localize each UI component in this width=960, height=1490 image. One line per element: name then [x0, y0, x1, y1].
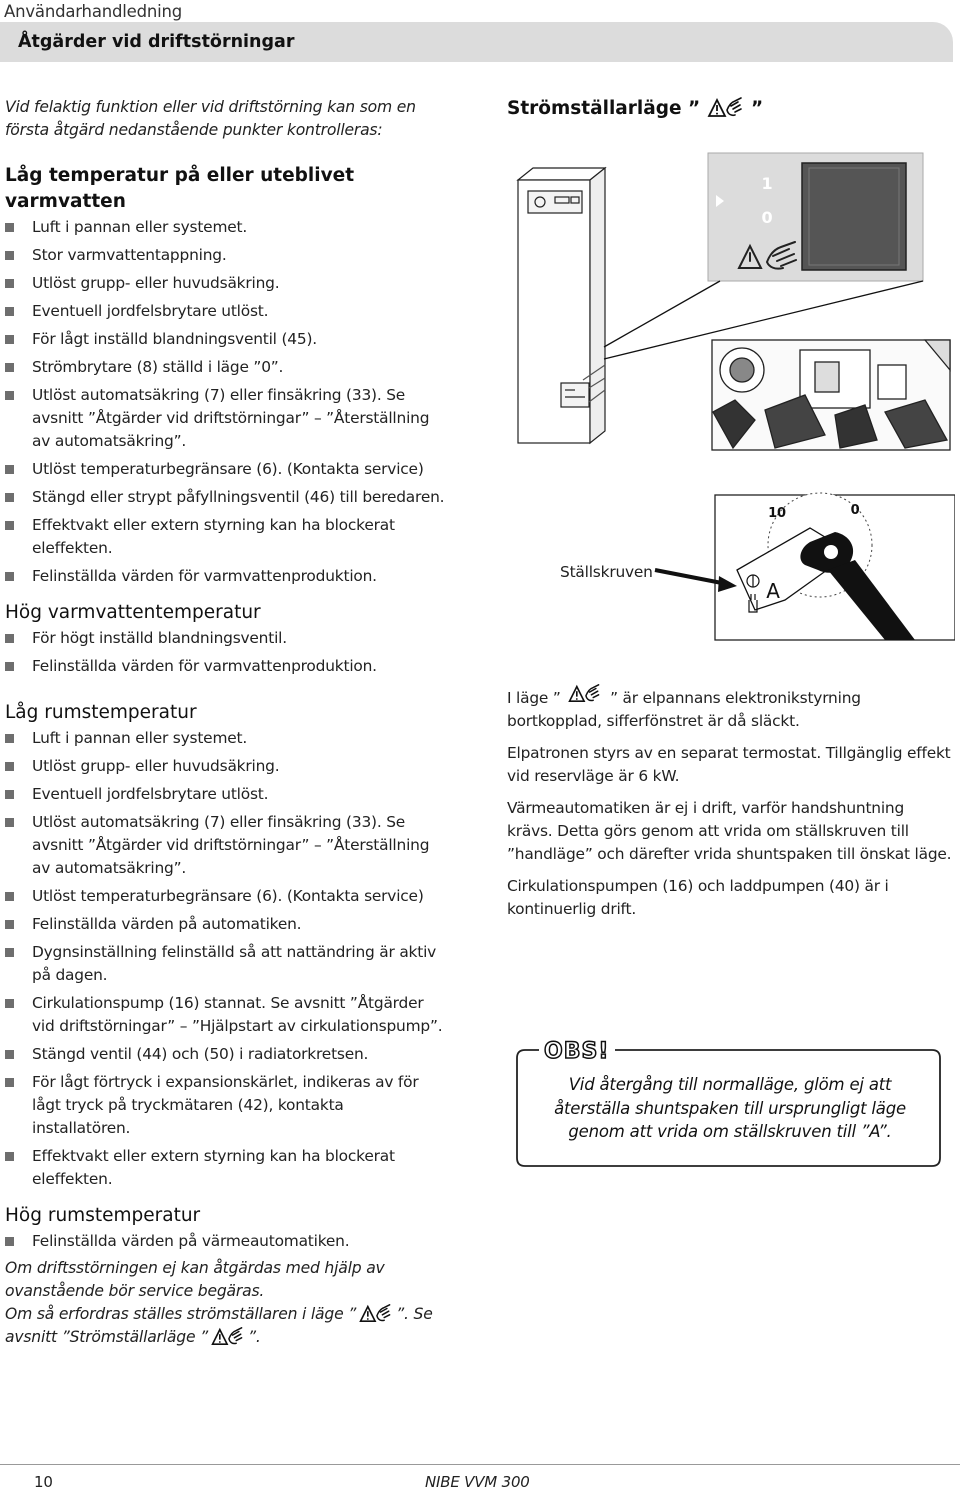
warning-hand-footnote-icon — [356, 1303, 396, 1326]
switch-mode-paragraph-2: Elpatronen styrs av en separat termostat. Tillgänglig effekt vid reservläge är 6 kW. — [507, 744, 951, 785]
power-switch-illustration — [708, 153, 923, 281]
bullet-list — [5, 1230, 445, 1253]
list-item: Utlöst grupp- eller huvudsäkring. — [5, 755, 445, 778]
list-item: Felinställda värden för varmvattenproduktion. — [5, 655, 445, 678]
product-name: NIBE VVM 300 — [425, 1473, 530, 1490]
footnote-line2-suffix: ”. Se avsnitt ”Strömställarläge ” — [5, 1305, 433, 1346]
bullet-list — [5, 727, 445, 1191]
list-item: Cirkulationspump (16) stannat. Se avsnitt ”Åtgärder vid driftstörningar” – ”Hjälpstart av cirkulationspump”. — [5, 992, 445, 1038]
bullet-list — [5, 216, 445, 588]
switch-mode-heading-suffix: ” — [751, 98, 764, 119]
list-item: Utlöst temperaturbegränsare (6). (Kontakta service) — [5, 885, 445, 908]
list-item: För högt inställd blandningsventil. — [5, 627, 445, 650]
warning-hand-footnote-icon-2 — [208, 1326, 248, 1349]
list-item: Strömbrytare (8) ställd i läge ”0”. — [5, 356, 445, 379]
section-heading: Hög varmvattentemperatur — [5, 602, 261, 623]
switch-mode-paragraph-1 — [507, 683, 952, 733]
dial-mark-a: A — [766, 579, 780, 603]
switch-mode-heading — [507, 96, 763, 120]
list-item: Utlöst automatsäkring (7) eller finsäkring (33). Se avsnitt ”Åtgärder vid driftstörningar” – ”Återställning av automatsäkring”. — [5, 811, 445, 880]
list-item: Stängd eller strypt påfyllningsventil (46) till beredaren. — [5, 486, 445, 509]
footnote-line-1: Om driftsstörningen ej kan åtgärdas med hjälp av ovanstående bör service begäras. — [5, 1259, 385, 1300]
list-item: Effektvakt eller extern styrning kan ha blockerat eleffekten. — [5, 514, 445, 560]
cabinet-illustration — [518, 168, 605, 443]
switch-mode-paragraph-4: Cirkulationspumpen (16) och laddpumpen (40) är i kontinuerlig drift. — [507, 877, 889, 918]
list-item: Felinställda värden på automatiken. — [5, 913, 445, 936]
footnote-line-2 — [5, 1303, 455, 1349]
switch-mode-heading-prefix: Strömställarläge ” — [507, 98, 701, 119]
footnote-line2-end: ”. — [247, 1328, 261, 1346]
list-item: Felinställda värden för varmvattenproduktion. — [5, 565, 445, 588]
shunt-detail-illustration — [712, 340, 950, 450]
list-item: För lågt inställd blandningsventil (45). — [5, 328, 445, 351]
warning-hand-inline-icon — [565, 683, 605, 710]
list-item: Stor varmvattentappning. — [5, 244, 445, 267]
list-item: Luft i pannan eller systemet. — [5, 727, 445, 750]
list-item: Utlöst grupp- eller huvudsäkring. — [5, 272, 445, 295]
footnote-line2-prefix: Om så erfordras ställes strömställaren i läge ” — [5, 1305, 357, 1323]
intro-text: Vid felaktig funktion eller vid driftstörning kan som en första åtgärd nedanstående punkter kontrolleras: — [5, 98, 416, 139]
list-item: Utlöst temperaturbegränsare (6). (Kontakta service) — [5, 458, 445, 481]
switch-mode-description — [507, 683, 952, 930]
switch-mode-paragraph-3: Värmeautomatiken är ej i drift, varför handshuntning krävs. Detta görs genom att vrida om ställskruven till ”handläge” och därefter vrida shuntspaken till önskat läge. — [507, 799, 952, 863]
section-heading: Låg temperatur på eller uteblivet varmvatten — [5, 165, 355, 212]
switch-position-1: 1 — [761, 174, 773, 193]
obs-text: Vid återgång till normalläge, glöm ej att återställa shuntspaken till ursprungligt läge genom att vrida om ställskruven till ”A”. — [554, 1075, 906, 1141]
dial-label-0: 0 — [850, 503, 860, 518]
section-heading: Hög rumstemperatur — [5, 1205, 201, 1226]
troubleshooting-list — [5, 163, 445, 1258]
list-item: Dygnsinställning felinställd så att nattändring är aktiv på dagen. — [5, 941, 445, 987]
page-number: 10 — [34, 1473, 53, 1490]
list-item: Felinställda värden på värmeautomatiken. — [5, 1230, 445, 1253]
dial-label-10: 10 — [768, 506, 786, 521]
list-item: Effektvakt eller extern styrning kan ha blockerat eleffekten. — [5, 1145, 445, 1191]
list-item: Eventuell jordfelsbrytare utlöst. — [5, 300, 445, 323]
list-item: Luft i pannan eller systemet. — [5, 216, 445, 239]
footnote — [5, 1257, 455, 1349]
switch-position-0: 0 — [761, 208, 773, 227]
list-item: Eventuell jordfelsbrytare utlöst. — [5, 783, 445, 806]
running-title: Användarhandledning — [4, 2, 183, 21]
section-heading: Låg rumstemperatur — [5, 702, 197, 723]
dial-detail-illustration — [715, 493, 955, 640]
warning-hand-icon — [707, 96, 745, 120]
list-item: För lågt förtryck i expansionskärlet, indikeras av för lågt tryck på tryckmätaren (42), kontakta installatören. — [5, 1071, 445, 1140]
para1-prefix: I läge ” — [507, 689, 561, 707]
para1-suffix: ” är elpannans elektronikstyrning bortkopplad, sifferfönstret är då släckt. — [507, 689, 861, 730]
list-item: Utlöst automatsäkring (7) eller finsäkring (33). Se avsnitt ”Åtgärder vid driftstörningar” – ”Återställning av automatsäkring”. — [5, 384, 445, 453]
footer-divider — [0, 1464, 960, 1465]
stallskruven-label: Ställskruven — [560, 563, 653, 581]
section-title-bar — [0, 22, 953, 62]
list-item: Stängd ventil (44) och (50) i radiatorkretsen. — [5, 1043, 445, 1066]
bullet-list — [5, 627, 445, 678]
obs-label: OBS! — [544, 1039, 610, 1064]
section-title: Åtgärder vid driftstörningar — [18, 32, 295, 52]
